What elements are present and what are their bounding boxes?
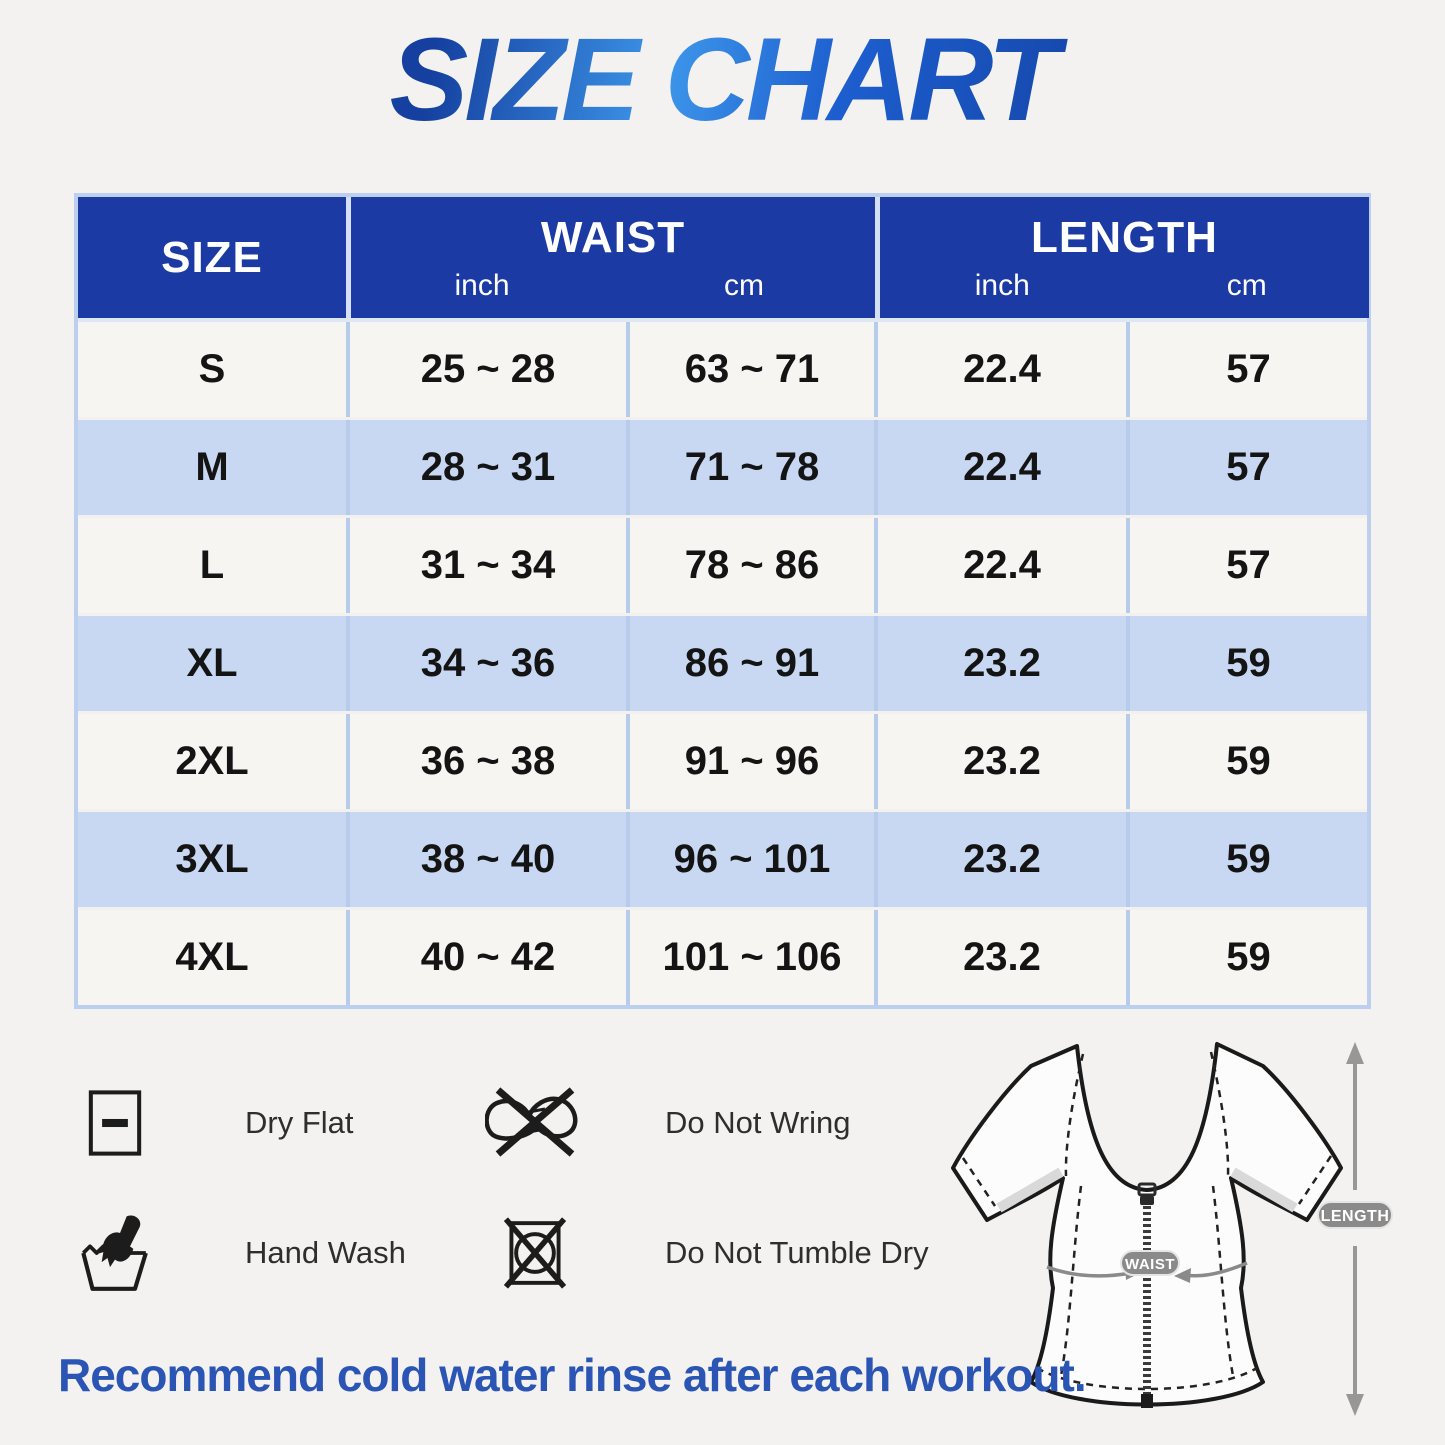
length-inch-cell: 22.4 [878,322,1126,417]
table-row [78,613,1367,711]
waist-cm-cell: 86 ~ 91 [630,616,874,711]
waist-inch-cell: 31 ~ 34 [350,518,626,613]
page-title: SIZE CHART [0,10,1445,152]
waist-cm-cell: 71 ~ 78 [630,420,874,515]
header-length-label: LENGTH [1031,212,1218,262]
table-header [78,197,1367,322]
size-cell: XL [78,616,346,711]
do-not-tumble-dry-icon [480,1213,590,1293]
care-label: Do Not Wring [665,1105,851,1140]
table-body [78,322,1367,1005]
waist-badge [1121,1251,1179,1275]
length-badge [1318,1202,1392,1228]
care-label: Dry Flat [245,1105,354,1140]
header-length-units [880,269,1369,303]
size-cell: L [78,518,346,613]
waist-cm-cell: 63 ~ 71 [630,322,874,417]
waist-badge-label: WAIST [1125,1256,1175,1273]
length-cm-cell: 59 [1130,714,1367,809]
footer-note: Recommend cold water rinse after each workout. [58,1349,1086,1401]
length-inch-cell: 23.2 [878,616,1126,711]
table-row [78,417,1367,515]
length-badge-label: LENGTH [1320,1208,1390,1225]
length-unit-cm: cm [1226,268,1267,302]
length-cm-cell: 57 [1130,322,1367,417]
length-inch-cell: 23.2 [878,812,1126,907]
length-cm-cell: 59 [1130,910,1367,1005]
length-cm-cell: 59 [1130,616,1367,711]
waist-cm-cell: 101 ~ 106 [630,910,874,1005]
size-cell: 4XL [78,910,346,1005]
size-cell: 2XL [78,714,346,809]
waist-cm-cell: 91 ~ 96 [630,714,874,809]
care-label: Do Not Tumble Dry [665,1235,929,1270]
dry-flat-icon [60,1087,170,1159]
care-item-dry-flat [60,1087,480,1159]
length-inch-cell: 23.2 [878,714,1126,809]
care-instructions [60,1058,1000,1318]
length-inch-cell: 22.4 [878,518,1126,613]
table-row [78,907,1367,1005]
table-row [78,809,1367,907]
waist-inch-cell: 28 ~ 31 [350,420,626,515]
header-waist [351,197,875,318]
header-length [880,197,1369,318]
header-size [78,197,346,318]
header-waist-units [351,269,875,303]
table-row [78,322,1367,417]
table-row [78,711,1367,809]
hand-wash-icon [60,1214,170,1292]
waist-inch-cell: 25 ~ 28 [350,322,626,417]
length-cm-cell: 57 [1130,518,1367,613]
header-size-label: SIZE [161,232,263,282]
size-table [74,193,1371,1009]
length-unit-inch: inch [974,268,1030,302]
length-cm-cell: 57 [1130,420,1367,515]
waist-cm-cell: 96 ~ 101 [630,812,874,907]
waist-inch-cell: 40 ~ 42 [350,910,626,1005]
length-inch-cell: 23.2 [878,910,1126,1005]
waist-cm-cell: 78 ~ 86 [630,518,874,613]
length-cm-cell: 59 [1130,812,1367,907]
header-waist-label: WAIST [540,212,686,262]
care-item-do-not-tumble-dry [480,1213,960,1293]
care-label: Hand Wash [245,1235,406,1270]
do-not-wring-icon [480,1083,590,1163]
waist-inch-cell: 34 ~ 36 [350,616,626,711]
waist-unit-cm: cm [724,268,764,302]
waist-inch-cell: 36 ~ 38 [350,714,626,809]
length-inch-cell: 22.4 [878,420,1126,515]
waist-unit-inch: inch [454,268,510,302]
size-cell: S [78,322,346,417]
table-row [78,515,1367,613]
care-item-hand-wash [60,1214,480,1292]
waist-inch-cell: 38 ~ 40 [350,812,626,907]
size-cell: M [78,420,346,515]
size-cell: 3XL [78,812,346,907]
care-item-do-not-wring [480,1083,960,1163]
